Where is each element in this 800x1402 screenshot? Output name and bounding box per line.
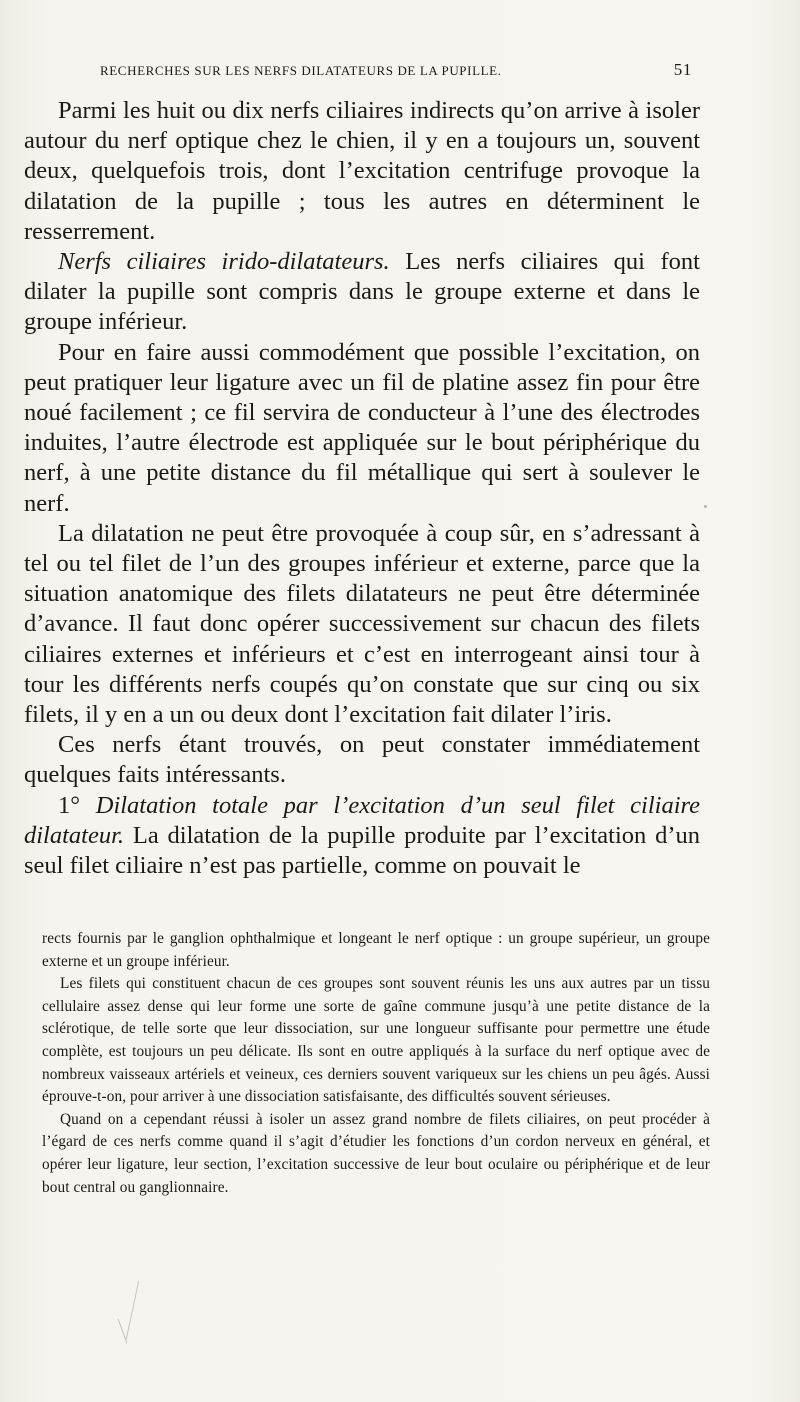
footnote-paragraph: rects fournis par le ganglion ophthalmique et longeant le nerf optique : un groupe supérieur, un groupe externe et un groupe inférieur. bbox=[42, 930, 710, 970]
footnote-paragraph: Quand on a cependant réussi à isoler un assez grand nombre de filets ciliaires, on peut procéder à l’égard de ces nerfs comme quand il s’agit d’étudier les fonctions d’un cordon nerveux en général, et opérer leur ligature, leur section, l’excitation successive de leur bout oculaire ou périphérique et de leur bout central ou ganglionnaire. bbox=[42, 1110, 710, 1196]
paragraph: La dilatation ne peut être provoquée à coup sûr, en s’adressant à tel ou tel filet de l’un des groupes inférieur et externe, parce que la situation anatomique des filets dilatateurs ne peut être déterminée d’avance. Il faut donc opérer successivement sur chacun des filets ciliaires externes et inférieurs et c’est en interrogeant ainsi tour à tour les différents nerfs coupés qu’on constate que sur cinq ou six filets, il y en a un ou deux dont l’excitation fait dilater l’iris. bbox=[24, 519, 700, 729]
paragraph-text: Les nerfs ciliaires qui font dilater la pupille sont compris dans le groupe externe et dans le groupe inférieur. bbox=[24, 248, 700, 336]
section-heading: Dilatation totale par l’excitation d’un seul filet ciliaire dilatateur. bbox=[24, 791, 700, 849]
paragraph bbox=[24, 247, 700, 338]
section-number: 1° bbox=[58, 791, 81, 819]
paragraph-text: La dilatation de la pupille produite par l’excitation d’un seul filet ciliaire n’est pas partielle, comme on pouvait le bbox=[24, 821, 700, 880]
paragraph bbox=[24, 791, 700, 882]
ink-speck bbox=[704, 505, 707, 508]
paper-crease bbox=[118, 1319, 128, 1344]
section-heading: Nerfs ciliaires irido-dilatateurs. bbox=[58, 248, 390, 276]
running-title: RECHERCHES SUR LES NERFS DILATATEURS DE LA PUPILLE. bbox=[100, 63, 502, 78]
paragraph: Parmi les huit ou dix nerfs ciliaires indirects qu’on arrive à isoler autour du nerf optique chez le chien, il y en a toujours un, souvent deux, quelquefois trois, dont l’excitation centrifuge provoque la dilatation de la pupille ; tous les autres en déterminent le resserrement. bbox=[24, 97, 700, 245]
paper-crease bbox=[126, 1281, 139, 1340]
paragraph: Pour en faire aussi commodément que possible l’excitation, on peut pratiquer leur ligature avec un fil de platine assez fin pour être noué facilement ; ce fil servira de conducteur à l’une des électrodes induites, l’autre électrode est appliquée sur le bout périphérique du nerf, à une petite distance du fil métallique qui sert à soulever le nerf. bbox=[24, 338, 700, 517]
footnote-paragraph: Les filets qui constituent chacun de ces groupes sont souvent réunis les uns aux autres par un tissu cellulaire assez dense qui leur forme une sorte de gaîne commune jusqu’à une petite distance de la sclérotique, de telle sorte que leur dissociation, sur une longueur suffisante pour permettre une étude complète, est toujours un peu délicate. Ils sont en outre appliqués à la surface du nerf optique avec de nombreux vaisseaux artériels et veineux, ces derniers souvent variqueux sur les chiens un peu âgés. Aussi éprouve-t-on, pour arriver à une dissociation satisfaisante, des difficultés souvent sérieuses. bbox=[42, 975, 710, 1106]
page-number: 51 bbox=[673, 60, 692, 79]
paragraph: Ces nerfs étant trouvés, on peut constater immédiatement quelques faits intéressants. bbox=[24, 731, 700, 789]
main-text bbox=[24, 96, 700, 881]
footnotes bbox=[42, 928, 710, 1199]
running-header bbox=[100, 60, 692, 84]
